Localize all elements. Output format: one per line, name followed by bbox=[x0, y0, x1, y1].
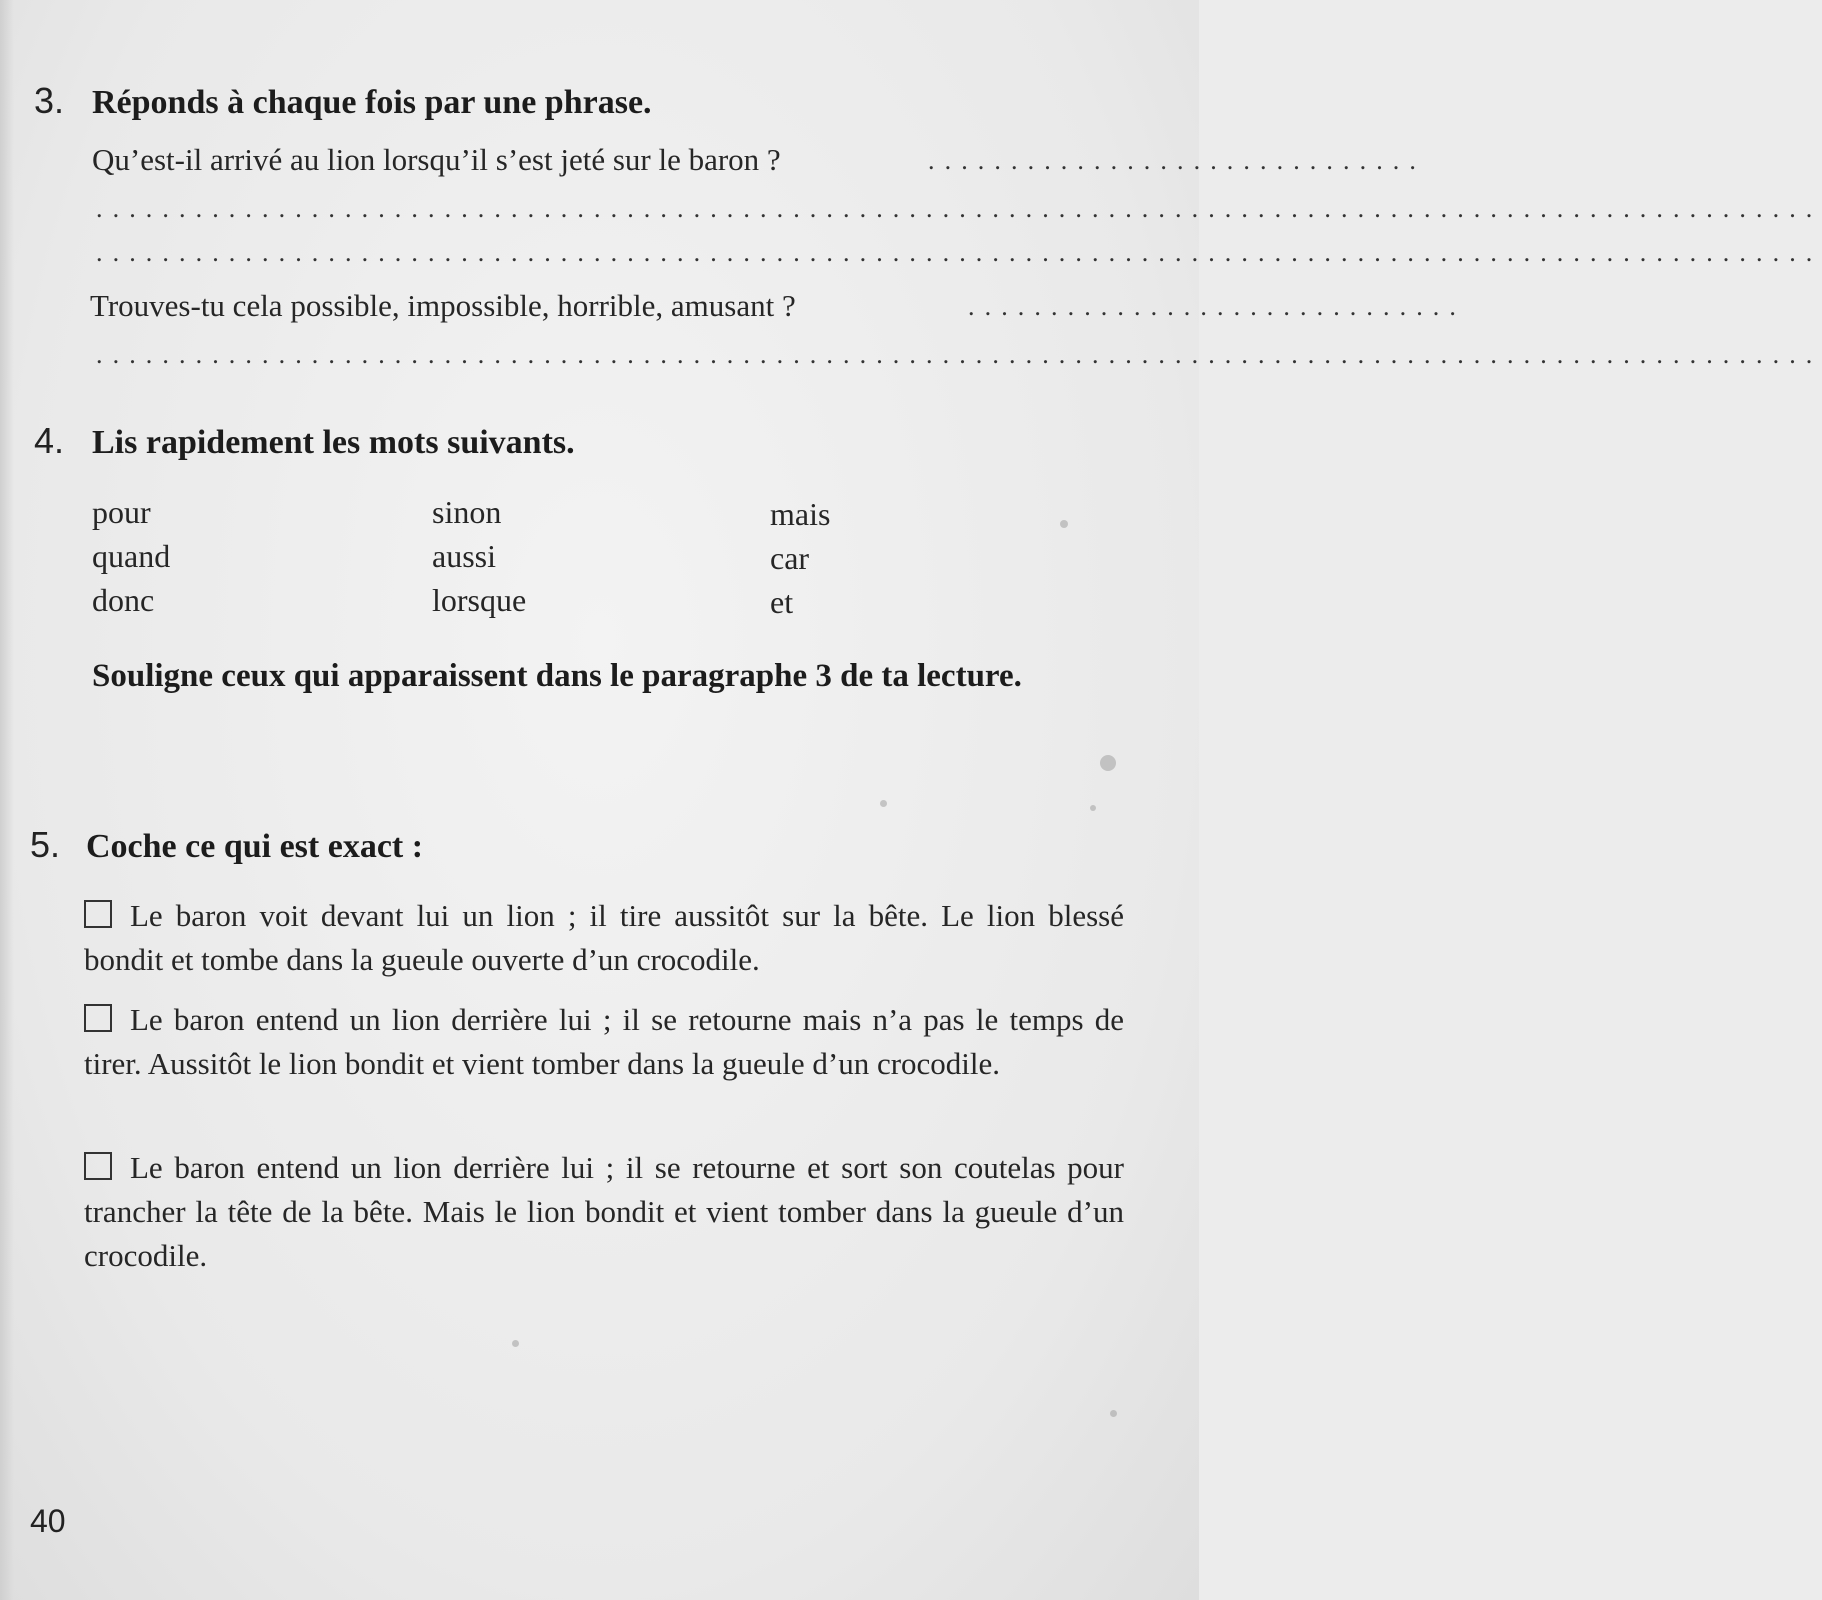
word-item: car bbox=[770, 540, 810, 576]
question-5-title: Coche ce qui est exact : bbox=[86, 828, 424, 865]
answer-dots: ........................................................................................................ bbox=[96, 194, 1822, 223]
question-5-number: 5. bbox=[30, 824, 61, 865]
word-item: donc bbox=[92, 582, 155, 618]
scan-speck bbox=[1090, 805, 1096, 811]
answer-option bbox=[84, 998, 1124, 1086]
word-item: pour bbox=[92, 494, 151, 530]
option-checkbox[interactable] bbox=[84, 900, 112, 928]
question-4-instruction: Souligne ceux qui apparaissent dans le paragraphe 3 de ta lecture. bbox=[92, 658, 1022, 694]
word-item: quand bbox=[92, 538, 171, 574]
question-3-number: 3. bbox=[34, 80, 65, 121]
question-3-prompt-1: Qu’est-il arrivé au lion lorsqu’il s’est jeté sur le baron ? bbox=[92, 142, 781, 177]
question-3-title: Réponds à chaque fois par une phrase. bbox=[92, 84, 652, 121]
answer-dots: ........................................................................................................ bbox=[96, 340, 1822, 369]
word-item: aussi bbox=[432, 538, 496, 574]
answer-option bbox=[84, 894, 1124, 982]
option-checkbox[interactable] bbox=[84, 1152, 112, 1180]
option-text: Le baron entend un lion derrière lui ; il se retourne et sort son coutelas pour trancher la tête de la bête. Mais le lion bondit et vient tomber dans la gueule d’un crocodile. bbox=[84, 1150, 1124, 1273]
word-item: et bbox=[770, 584, 794, 620]
question-3-prompt-2: Trouves-tu cela possible, impossible, horrible, amusant ? bbox=[90, 288, 796, 323]
option-text: Le baron entend un lion derrière lui ; il se retourne mais n’a pas le temps de tirer. Aussitôt le lion bondit et vient tomber dans la gueule d’un crocodile. bbox=[84, 1002, 1124, 1081]
scan-speck bbox=[880, 800, 887, 807]
page-edge-shadow bbox=[0, 0, 14, 1600]
answer-dots: ........................................................................................................ bbox=[96, 238, 1822, 267]
answer-option bbox=[84, 1146, 1124, 1278]
word-item: lorsque bbox=[432, 582, 527, 618]
answer-dots: .............................. bbox=[928, 146, 1426, 175]
scan-speck bbox=[1100, 755, 1116, 771]
page-number: 40 bbox=[30, 1503, 66, 1539]
option-checkbox[interactable] bbox=[84, 1004, 112, 1032]
scan-speck bbox=[512, 1340, 519, 1347]
scan-speck bbox=[1060, 520, 1068, 528]
scan-speck bbox=[1110, 1410, 1117, 1417]
option-text: Le baron voit devant lui un lion ; il tire aussitôt sur la bête. Le lion blessé bondit et tombe dans la gueule ouverte d’un crocodile. bbox=[84, 898, 1124, 977]
question-4-title: Lis rapidement les mots suivants. bbox=[92, 424, 575, 461]
word-item: mais bbox=[770, 496, 831, 532]
answer-dots: .............................. bbox=[968, 292, 1466, 321]
word-item: sinon bbox=[432, 494, 502, 530]
question-4-number: 4. bbox=[34, 420, 65, 461]
